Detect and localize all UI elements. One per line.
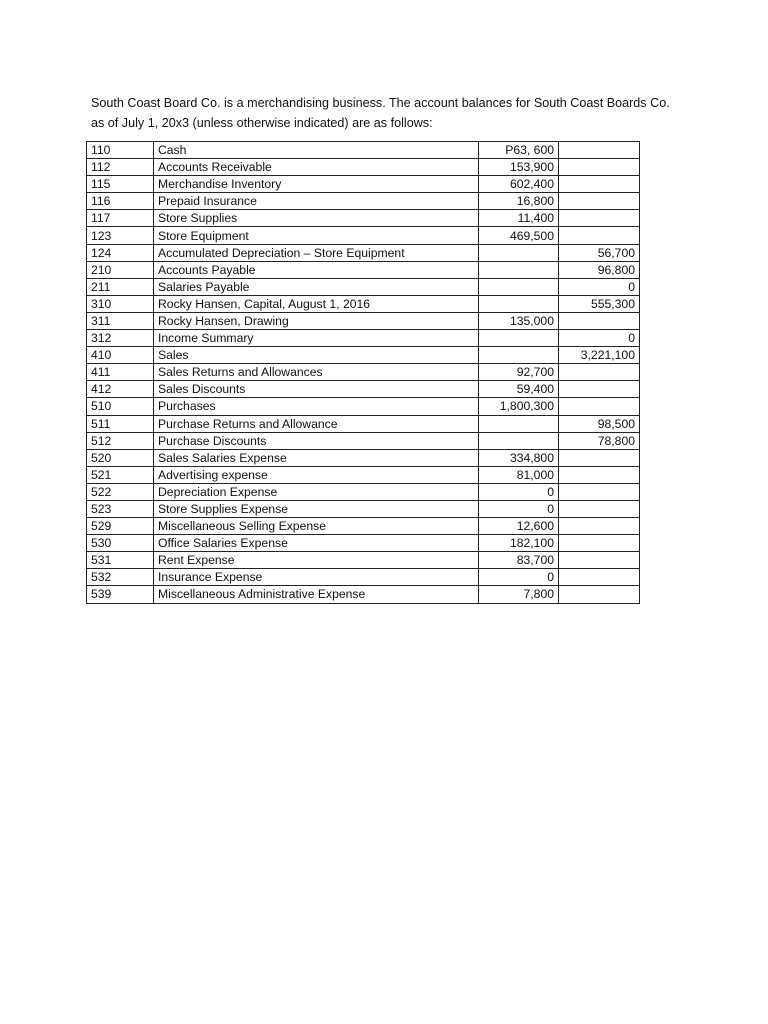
debit-balance-cell: 12,600 <box>479 518 559 535</box>
account-name-cell: Store Supplies <box>154 210 479 227</box>
table-row <box>87 381 640 398</box>
debit-balance-cell: 1,800,300 <box>479 398 559 415</box>
debit-balance-cell <box>479 244 559 261</box>
table-row <box>87 500 640 517</box>
credit-balance-cell <box>559 552 640 569</box>
credit-balance-cell <box>559 449 640 466</box>
credit-balance-cell <box>559 312 640 329</box>
debit-balance-cell: 0 <box>479 569 559 586</box>
account-balances-table <box>86 141 640 604</box>
account-name-cell: Rent Expense <box>154 552 479 569</box>
table-row <box>87 432 640 449</box>
debit-balance-cell: 469,500 <box>479 227 559 244</box>
account-name-cell: Sales <box>154 347 479 364</box>
debit-balance-cell <box>479 415 559 432</box>
credit-balance-cell <box>559 159 640 176</box>
debit-balance-cell: 602,400 <box>479 176 559 193</box>
debit-balance-cell: 81,000 <box>479 466 559 483</box>
account-number-cell: 532 <box>87 569 154 586</box>
account-name-cell: Rocky Hansen, Drawing <box>154 312 479 329</box>
debit-balance-cell: 182,100 <box>479 535 559 552</box>
table-row <box>87 449 640 466</box>
debit-balance-cell: 83,700 <box>479 552 559 569</box>
account-number-cell: 412 <box>87 381 154 398</box>
table-row <box>87 210 640 227</box>
table-row <box>87 330 640 347</box>
account-name-cell: Insurance Expense <box>154 569 479 586</box>
account-number-cell: 115 <box>87 176 154 193</box>
credit-balance-cell: 0 <box>559 330 640 347</box>
table-row <box>87 398 640 415</box>
account-number-cell: 510 <box>87 398 154 415</box>
account-number-cell: 211 <box>87 278 154 295</box>
account-name-cell: Purchases <box>154 398 479 415</box>
debit-balance-cell <box>479 261 559 278</box>
account-name-cell: Income Summary <box>154 330 479 347</box>
credit-balance-cell <box>559 466 640 483</box>
account-name-cell: Accounts Receivable <box>154 159 479 176</box>
account-name-cell: Sales Returns and Allowances <box>154 364 479 381</box>
account-name-cell: Salaries Payable <box>154 278 479 295</box>
account-name-cell: Miscellaneous Administrative Expense <box>154 586 479 603</box>
table-row <box>87 227 640 244</box>
account-name-cell: Store Supplies Expense <box>154 500 479 517</box>
table-row <box>87 364 640 381</box>
account-number-cell: 410 <box>87 347 154 364</box>
account-number-cell: 521 <box>87 466 154 483</box>
table-row <box>87 193 640 210</box>
credit-balance-cell <box>559 142 640 159</box>
account-name-cell: Sales Discounts <box>154 381 479 398</box>
debit-balance-cell: 0 <box>479 483 559 500</box>
debit-balance-cell: 334,800 <box>479 449 559 466</box>
debit-balance-cell: 59,400 <box>479 381 559 398</box>
table-row <box>87 159 640 176</box>
debit-balance-cell: 0 <box>479 500 559 517</box>
account-number-cell: 210 <box>87 261 154 278</box>
credit-balance-cell <box>559 193 640 210</box>
account-name-cell: Store Equipment <box>154 227 479 244</box>
debit-balance-cell: 135,000 <box>479 312 559 329</box>
credit-balance-cell <box>559 586 640 603</box>
account-number-cell: 411 <box>87 364 154 381</box>
account-number-cell: 523 <box>87 500 154 517</box>
credit-balance-cell <box>559 535 640 552</box>
table-row <box>87 483 640 500</box>
credit-balance-cell <box>559 569 640 586</box>
table-row <box>87 586 640 603</box>
account-number-cell: 531 <box>87 552 154 569</box>
credit-balance-cell <box>559 227 640 244</box>
debit-balance-cell: 16,800 <box>479 193 559 210</box>
table-row <box>87 347 640 364</box>
debit-balance-cell: 7,800 <box>479 586 559 603</box>
table-row <box>87 466 640 483</box>
account-name-cell: Rocky Hansen, Capital, August 1, 2016 <box>154 295 479 312</box>
account-name-cell: Purchase Returns and Allowance <box>154 415 479 432</box>
table-row <box>87 312 640 329</box>
credit-balance-cell <box>559 176 640 193</box>
credit-balance-cell: 3,221,100 <box>559 347 640 364</box>
account-name-cell: Advertising expense <box>154 466 479 483</box>
account-number-cell: 123 <box>87 227 154 244</box>
debit-balance-cell: 11,400 <box>479 210 559 227</box>
account-number-cell: 530 <box>87 535 154 552</box>
account-name-cell: Accumulated Depreciation – Store Equipment <box>154 244 479 261</box>
account-name-cell: Depreciation Expense <box>154 483 479 500</box>
account-number-cell: 520 <box>87 449 154 466</box>
debit-balance-cell <box>479 330 559 347</box>
debit-balance-cell <box>479 347 559 364</box>
credit-balance-cell: 78,800 <box>559 432 640 449</box>
debit-balance-cell <box>479 295 559 312</box>
account-number-cell: 310 <box>87 295 154 312</box>
table-row <box>87 535 640 552</box>
account-number-cell: 116 <box>87 193 154 210</box>
account-number-cell: 512 <box>87 432 154 449</box>
account-number-cell: 312 <box>87 330 154 347</box>
account-number-cell: 110 <box>87 142 154 159</box>
account-name-cell: Sales Salaries Expense <box>154 449 479 466</box>
account-name-cell: Purchase Discounts <box>154 432 479 449</box>
credit-balance-cell: 56,700 <box>559 244 640 261</box>
account-name-cell: Office Salaries Expense <box>154 535 479 552</box>
table-row <box>87 552 640 569</box>
account-number-cell: 117 <box>87 210 154 227</box>
table-row <box>87 415 640 432</box>
account-number-cell: 112 <box>87 159 154 176</box>
credit-balance-cell <box>559 381 640 398</box>
table-row <box>87 278 640 295</box>
debit-balance-cell: P63, 600 <box>479 142 559 159</box>
account-number-cell: 311 <box>87 312 154 329</box>
credit-balance-cell <box>559 398 640 415</box>
table-row <box>87 569 640 586</box>
account-name-cell: Prepaid Insurance <box>154 193 479 210</box>
account-balances-body <box>87 142 640 604</box>
credit-balance-cell: 98,500 <box>559 415 640 432</box>
credit-balance-cell: 555,300 <box>559 295 640 312</box>
credit-balance-cell: 0 <box>559 278 640 295</box>
debit-balance-cell <box>479 278 559 295</box>
table-row <box>87 176 640 193</box>
account-number-cell: 511 <box>87 415 154 432</box>
account-name-cell: Accounts Payable <box>154 261 479 278</box>
credit-balance-cell <box>559 483 640 500</box>
table-row <box>87 244 640 261</box>
debit-balance-cell <box>479 432 559 449</box>
table-row <box>87 142 640 159</box>
table-row <box>87 261 640 278</box>
account-number-cell: 539 <box>87 586 154 603</box>
table-row <box>87 295 640 312</box>
account-name-cell: Merchandise Inventory <box>154 176 479 193</box>
account-name-cell: Miscellaneous Selling Expense <box>154 518 479 535</box>
credit-balance-cell <box>559 500 640 517</box>
account-name-cell: Cash <box>154 142 479 159</box>
table-row <box>87 518 640 535</box>
credit-balance-cell <box>559 518 640 535</box>
credit-balance-cell <box>559 210 640 227</box>
credit-balance-cell <box>559 364 640 381</box>
credit-balance-cell: 96,800 <box>559 261 640 278</box>
account-number-cell: 522 <box>87 483 154 500</box>
debit-balance-cell: 153,900 <box>479 159 559 176</box>
intro-paragraph: South Coast Board Co. is a merchandising business. The account balances for South Coast Boards Co. as of July 1, 20x3 (unless otherwise indicated) are as follows: <box>91 96 670 130</box>
debit-balance-cell: 92,700 <box>479 364 559 381</box>
account-number-cell: 124 <box>87 244 154 261</box>
account-number-cell: 529 <box>87 518 154 535</box>
